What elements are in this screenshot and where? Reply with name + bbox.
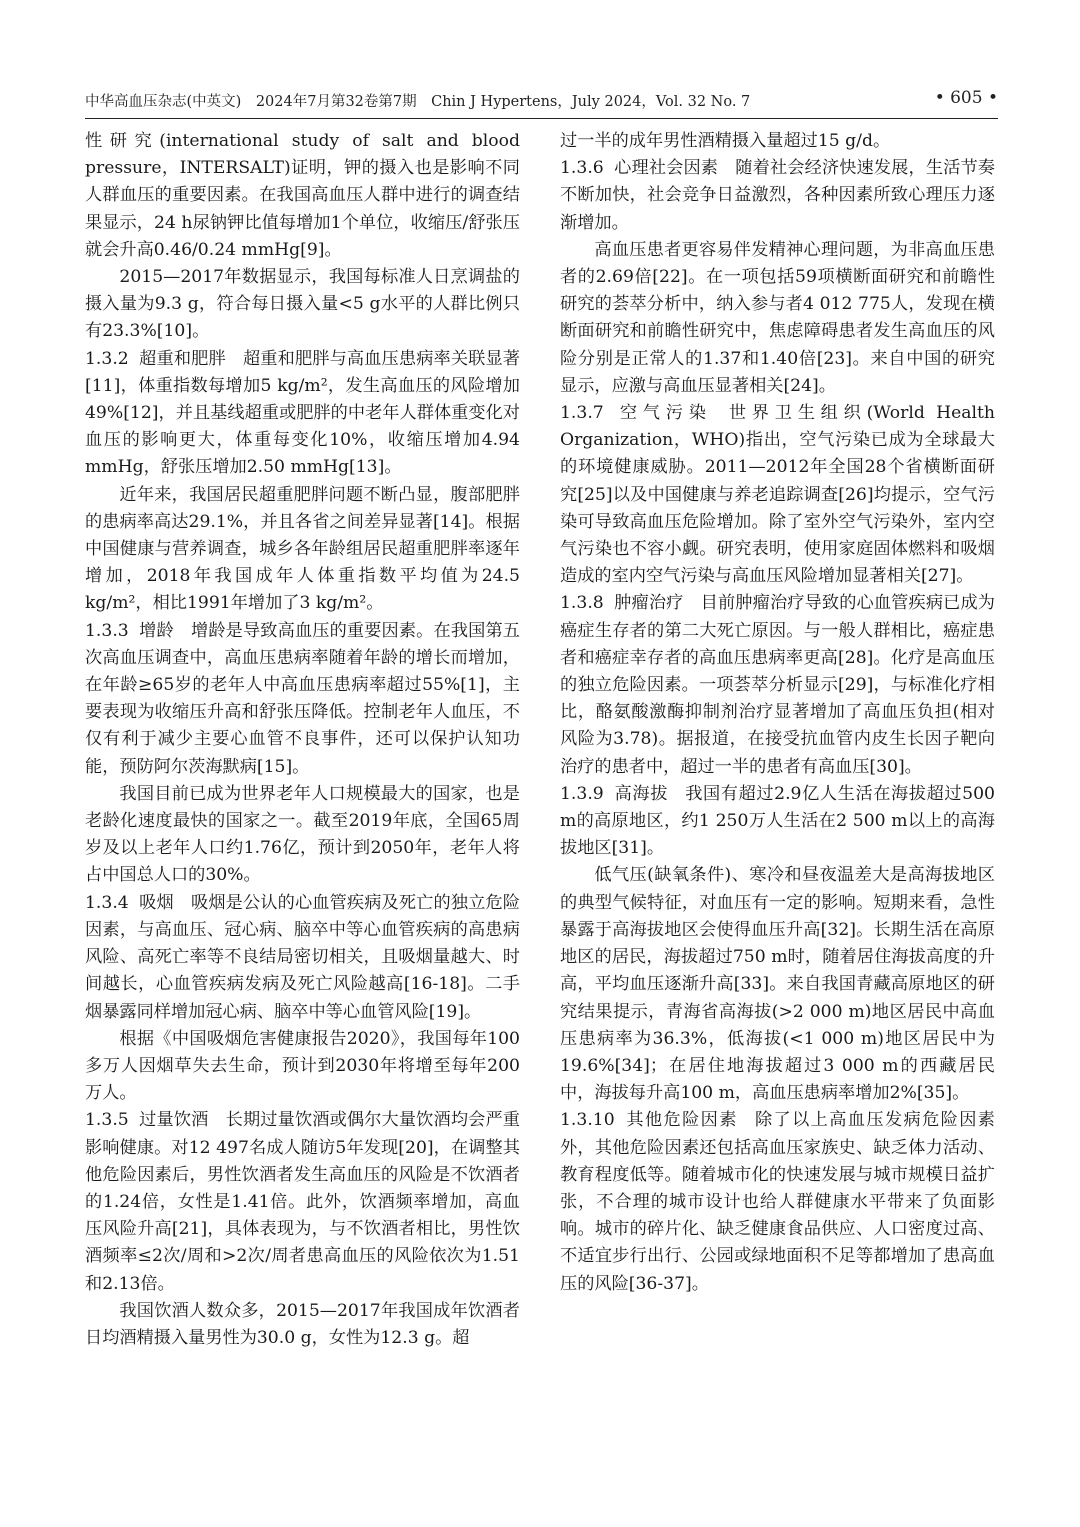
continued-paragraph: 过一半的成年男性酒精摄入量超过15 g/d。 — [560, 131, 891, 151]
running-header — [85, 88, 998, 119]
section-number: 1.3.7 — [560, 403, 604, 424]
section-paragraph — [560, 155, 995, 237]
section-paragraph — [85, 890, 520, 1026]
section-body: 我国有超过2.9亿人生活在海拔超过500 m的高原地区，约1 250万人生活在2 500 m以上的高海拔地区[31]。 — [560, 783, 995, 859]
body-paragraph: 2015—2017年数据显示，我国每标准人日烹调盐的摄入量为9.3 g，符合每日摄入量<5 g水平的人群比例只有23.3%[10]。 — [85, 267, 520, 342]
section-body: 吸烟是公认的心血管疾病及死亡的独立危险因素，与高血压、冠心病、脑卒中等心血管疾病的高患病风险、高死亡率等不良结局密切相关，且吸烟量越大、时间越长，心血管疾病发病及死亡风险越高[16-18]。二手烟暴露同样增加冠心病、脑卒中等心血管风险[19]。 — [85, 892, 520, 1022]
section-paragraph — [560, 781, 995, 863]
section-paragraph — [560, 400, 995, 590]
section-number: 1.3.4 — [85, 892, 129, 913]
section-body: 除了以上高血压发病危险因素外，其他危险因素还包括高血压家族史、缺乏体力活动、教育程度低等。随着城市化的快速发展与城市规模日益扩张，不合理的城市设计也给人群健康水平带来了负面影响。城市的碎片化、缺乏健康食品供应、人口密度过高、不适宜步行出行、公园或绿地面积不足等都增加了患高血压的风险[36-37]。 — [560, 1110, 995, 1294]
section-number: 1.3.9 — [560, 783, 604, 804]
section-body: 世界卫生组织(World Health Organization，WHO)指出，空气污染已成为全球最大的环境健康威胁。2011—2012年全国28个省横断面研究[25]以及中国健康与养老追踪调查[26]均提示，空气污染可导致高血压危险增加。除了室外空气污染外，室内空气污染也不容小觑。研究表明，使用家庭固体燃料和吸烟造成的室内空气污染与高血压风险增加显著相关[27]。 — [560, 403, 995, 587]
section-body: 超重和肥胖与高血压患病率关联显著[11]，体重指数每增加5 kg/m²，发生高血压的风险增加49%[12]，并且基线超重或肥胖的中老年人群体重变化对血压的影响更大，体重每变化10%，收缩压增加4.94 mmHg，舒张压增加2.50 mmHg[13]。 — [85, 348, 520, 478]
section-number: 1.3.2 — [85, 348, 129, 369]
section-title: 超重和肥胖 — [139, 348, 226, 369]
section-title: 增龄 — [139, 620, 174, 641]
body-paragraph: 我国饮酒人数众多，2015—2017年我国成年饮酒者日均酒精摄入量男性为30.0 g，女性为12.3 g。超 — [85, 1300, 520, 1348]
section-title: 吸烟 — [139, 892, 174, 913]
section-paragraph — [85, 1107, 520, 1297]
section-paragraph — [85, 618, 520, 781]
body-paragraph: 低气压(缺氧条件)、寒冷和昼夜温差大是高海拔地区的典型气候特征，对血压有一定的影响。短期来看，急性暴露于高海拔地区会使得血压升高[32]。长期生活在高原地区的居民，海拔超过750 m时，随着居住海拔高度的升高，平均血压逐渐升高[33]。来自我国青藏高原地区的研究结果提示，青海省高海拔(>2 000 m)地区居民中高血压患病率为36.3%，低海拔(<1 000 m)地区居民中为19.6%[34]；在居住地海拔超过3 000 m的西藏居民中，海拔每升高100 m，高血压患病率增加2%[35]。 — [560, 865, 995, 1104]
section-title: 高海拔 — [614, 783, 669, 804]
section-body: 目前肿瘤治疗导致的心血管疾病已成为癌症生存者的第二大死亡原因。与一般人群相比，癌症患者和癌症幸存者的高血压患病率更高[28]。化疗是高血压的独立危险因素。一项荟萃分析显示[29]，与标准化疗相比，酪氨酸激酶抑制剂治疗显著增加了高血压负担(相对风险为3.78)。据报道，在接受抗血管内皮生长因子靶向治疗的患者中，超过一半的患者有高血压[30]。 — [560, 593, 995, 777]
section-number: 1.3.3 — [85, 620, 129, 641]
section-title: 空气污染 — [614, 403, 712, 424]
body-paragraph: 我国目前已成为世界老年人口规模最大的国家，也是老龄化速度最快的国家之一。截至2019年底，全国65周岁及以上老年人口约1.76亿，预计到2050年，老年人将占中国总人口的30%。 — [85, 783, 520, 886]
section-number: 1.3.8 — [560, 593, 604, 614]
section-title: 肿瘤治疗 — [614, 593, 684, 614]
continued-paragraph: 性研究(international study of salt and blood pressure，INTERSALT)证明，钾的摄入也是影响不同人群血压的重要因素。在我国高血压人群中进行的调查结果显示，24 h尿钠钾比值每增加1个单位，收缩压/舒张压就会升高0.46/0.24 mmHg[9]。 — [85, 131, 520, 260]
section-paragraph — [560, 590, 995, 780]
section-body: 增龄是导致高血压的重要因素。在我国第五次高血压调查中，高血压患病率随着年龄的增长而增加，在年龄≥65岁的老年人中高血压患病率超过55%[1]，主要表现为收缩压升高和舒张压降低。控制老年人血压，不仅有利于减少主要心血管不良事件，还可以保护认知功能，预防阿尔茨海默病[15]。 — [85, 620, 520, 777]
section-title: 过量饮酒 — [139, 1110, 209, 1131]
section-title: 心理社会因素 — [614, 158, 719, 179]
section-title: 其他危险因素 — [624, 1110, 738, 1131]
body-paragraph: 近年来，我国居民超重肥胖问题不断凸显，腹部肥胖的患病率高达29.1%，并且各省之间差异显著[14]。根据中国健康与营养调查，城乡各年龄组居民超重肥胖率逐年增加，2018年我国成年人体重指数平均值为24.5 kg/m²，相比1991年增加了3 kg/m²。 — [85, 484, 520, 614]
section-number: 1.3.5 — [85, 1110, 129, 1131]
body-paragraph: 高血压患者更容易伴发精神心理问题，为非高血压患者的2.69倍[22]。在一项包括59项横断面研究和前瞻性研究的荟萃分析中，纳入参与者4 012 775人，发现在横断面研究和前瞻性研究中，焦虑障碍患者发生高血压的风险分别是正常人的1.37和1.40倍[23]。来自中国的研究显示，应激与高血压显著相关[24]。 — [560, 239, 995, 396]
left-column — [85, 128, 520, 1352]
section-body: 随着社会经济快速发展，生活节奏不断加快，社会竞争日益激烈，各种因素所致心理压力逐渐增加。 — [560, 158, 995, 233]
journal-citation: 中华高血压杂志(中英文) 2024年7月第32卷第7期 Chin J Hypertens，July 2024，Vol. 32 No. 7 — [85, 94, 751, 110]
section-number: 1.3.10 — [560, 1110, 615, 1131]
page-number: • 605 • — [934, 88, 998, 108]
section-body: 长期过量饮酒或偶尔大量饮酒均会严重影响健康。对12 497名成人随访5年发现[20]，在调整其他危险因素后，男性饮酒者发生高血压的风险是不饮酒者的1.24倍，女性是1.41倍。此外，饮酒频率增加，高血压风险升高[21]，具体表现为，与不饮酒者相比，男性饮酒频率≤2次/周和>2次/周者患高血压的风险依次为1.51和2.13倍。 — [85, 1110, 520, 1294]
section-paragraph — [85, 346, 520, 482]
section-paragraph — [560, 1107, 995, 1297]
body-paragraph: 根据《中国吸烟危害健康报告2020》，我国每年100多万人因烟草失去生命，预计到2030年将增至每年200万人。 — [85, 1028, 520, 1104]
section-number: 1.3.6 — [560, 158, 604, 179]
right-column — [560, 128, 995, 1298]
